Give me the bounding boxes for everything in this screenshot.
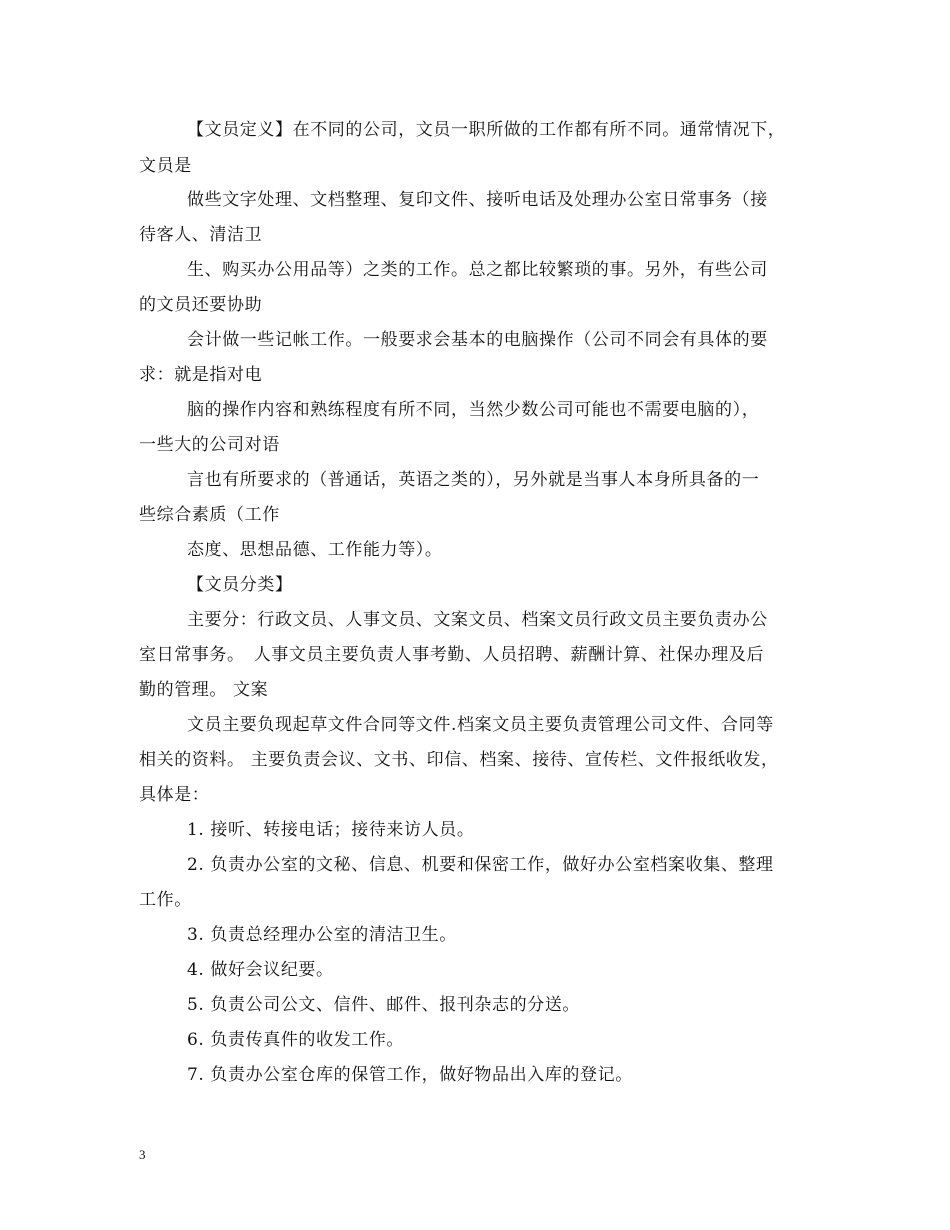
text-line: 些综合素质（工作 bbox=[139, 505, 280, 525]
text-line: 【文员定义】在不同的公司，文员一职所做的工作都有所不同。通常情况下， bbox=[187, 120, 786, 140]
text-line: 的文员还要协助 bbox=[139, 295, 263, 315]
list-item: 3. 负责总经理办公室的清洁卫生。 bbox=[187, 925, 457, 945]
list-item: 5. 负责公司公文、信件、邮件、报刊杂志的分送。 bbox=[187, 995, 581, 1015]
text-line: 文员是 bbox=[139, 156, 192, 176]
text-line: 待客人、清洁卫 bbox=[139, 225, 263, 245]
text-line: 脑的操作内容和熟练程度有所不同，当然少数公司可能也不需要电脑的）， bbox=[187, 400, 760, 420]
list-item: 1. 接听、转接电话；接待来访人员。 bbox=[187, 820, 475, 840]
list-item: 7. 负责办公室仓库的保管工作，做好物品出入库的登记。 bbox=[187, 1065, 633, 1085]
list-item-continuation: 工作。 bbox=[139, 890, 192, 910]
text-line: 文员主要负现起草文件合同等文件.档案文员主要负责管理公司文件、合同等 bbox=[187, 715, 774, 735]
text-line: 生、购买办公用品等）之类的工作。总之都比较繁琐的事。另外，有些公司 bbox=[187, 260, 768, 280]
text-line: 勤的管理。 文案 bbox=[139, 680, 269, 700]
text-line: 会计做一些记帐工作。一般要求会基本的电脑操作（公司不同会有具体的要 bbox=[187, 330, 768, 350]
text-line: 态度、思想品德、工作能力等）。 bbox=[187, 540, 443, 560]
section-heading: 【文员分类】 bbox=[187, 575, 293, 595]
text-line: 求：就是指对电 bbox=[139, 365, 263, 385]
list-item: 2. 负责办公室的文秘、信息、机要和保密工作，做好办公室档案收集、整理 bbox=[187, 855, 774, 875]
text-line: 具体是： bbox=[139, 785, 210, 805]
text-line: 一些大的公司对语 bbox=[139, 435, 280, 455]
list-item: 6. 负责传真件的收发工作。 bbox=[187, 1030, 405, 1050]
text-line: 主要分：行政文员、人事文员、文案文员、档案文员行政文员主要负责办公 bbox=[187, 610, 768, 630]
page-number: 3 bbox=[139, 1147, 146, 1162]
text-line: 做些文字处理、文档整理、复印文件、接听电话及处理办公室日常事务（接 bbox=[187, 190, 768, 210]
text-line: 言也有所要求的（普通话，英语之类的），另外就是当事人本身所具备的一 bbox=[187, 470, 760, 490]
text-line: 室日常事务。 人事文员主要负责人事考勤、人员招聘、薪酬计算、社保办理及后 bbox=[139, 645, 765, 665]
list-item: 4. 做好会议纪要。 bbox=[187, 960, 334, 980]
text-line: 相关的资料。 主要负责会议、文书、印信、档案、接待、宣传栏、文件报纸收发， bbox=[139, 750, 779, 770]
